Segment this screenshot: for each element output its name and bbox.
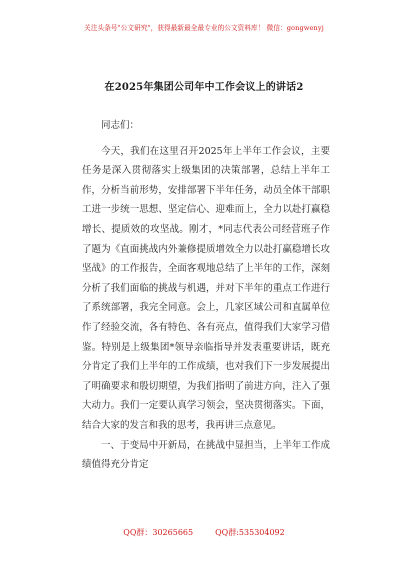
section-heading: 一、于变局中开新局，在挑战中显担当，上半年工作成绩值得充分肯定 — [82, 439, 330, 471]
footer-qq-group-2: QQ群:535304092 — [215, 528, 285, 537]
body-paragraph: 今天，我们在这里召开2025年上半年工作会议，主要任务是深入贯彻落实上级集团的决策部署，总结上半年工作，分析当前形势，安排部署下半年任务，动员全体干部职工进一步统一思想、坚定信心、迎难而上，全力以赴打赢稳增长、提质效的攻坚战。刚才，*同志代表公司经营班子作了题为《直面挑战内外兼修提质增效全力以赴打赢稳增长攻坚战》的工作报告，全面客观地总结了上半年的工作，深刻分析了我们面临的挑战与机遇，并对下半年的重点工作进行了系统部署，我完全同意。会上，几家区域公司和直属单位作了经验交流，各有特色、各有亮点，值得我们大家学习借鉴。特别是上级集团*领导亲临指导并发表重要讲话，既充分肯定了我们上半年的工作成绩，也对我们下一步发展提出了明确要求和殷切期望，为我们指明了前进方向，注入了强大动力。我们一定要认真学习领会，坚决贯彻落实。下面，结合大家的发言和我的思考，我再讲三点意见。 — [82, 145, 330, 431]
salutation: 同志们： — [101, 120, 140, 131]
document-title: 在2025年集团公司年中工作会议上的讲话2 — [104, 82, 304, 93]
document-body — [82, 116, 330, 475]
footer — [0, 527, 408, 538]
footer-qq-group-1: QQ群：30265665 — [123, 528, 194, 537]
header-banner: 关注头条号"公文研究"，获得最新最全最专业的公文资料库！ 微信：gongwenyj — [84, 24, 324, 32]
